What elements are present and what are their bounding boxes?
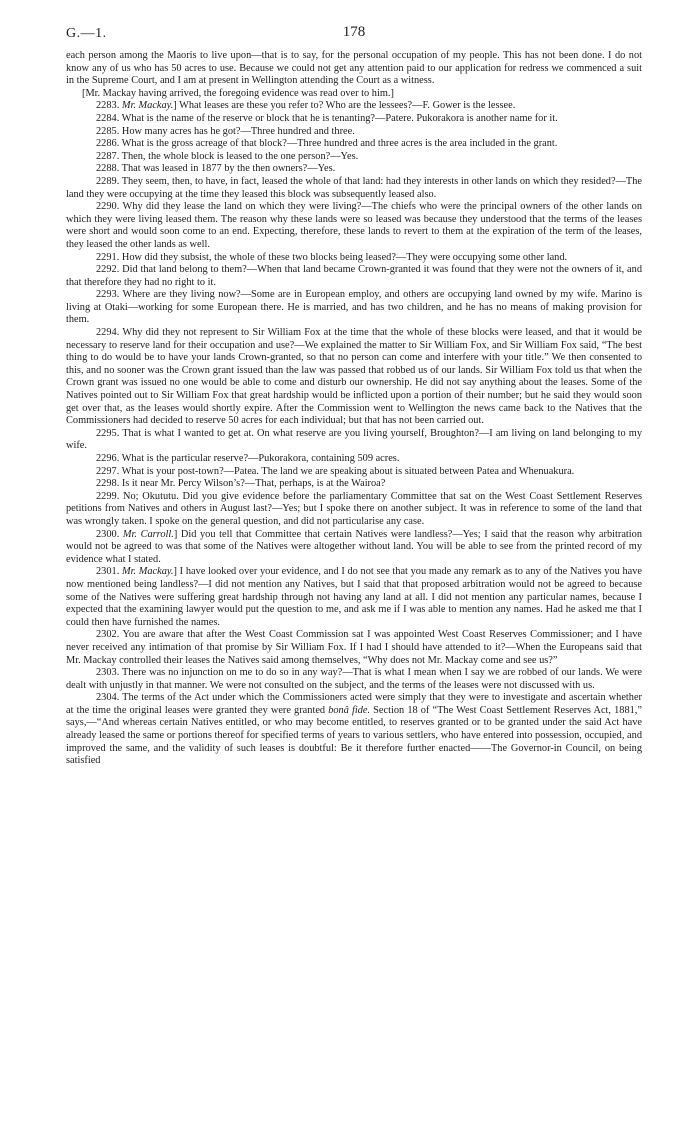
page-header bbox=[66, 20, 642, 50]
paragraph-text: 2298. Is it near Mr. Percy Wilson’s?—That, perhaps, is at the Wairoa? bbox=[96, 478, 386, 490]
page-number: 178 bbox=[342, 24, 366, 40]
paragraph bbox=[66, 113, 642, 126]
paragraph-text: 2285. How many acres has he got?—Three hundred and three. bbox=[96, 125, 355, 137]
paragraph-text: [Mr. Mackay having arrived, the foregoing evidence was read over to him.] bbox=[82, 87, 394, 99]
paragraph bbox=[66, 138, 642, 151]
paragraph-text: 2303. There was no injunction on me to do so in any way?—That is what I mean when I say we are robbed of our lands. We were dealt with unjustly in that manner. We were not consulted on the subject, and the terms of the leases were not discussed with us. bbox=[66, 667, 642, 691]
paragraph-text: Section 18 of “The West Coast Settlement Reserves Act, 1881,” says,—“And whereas certain Natives entitled, or who may become entitled, to reserves granted or to be granted under the said Act have already leased the same or portions thereof for specified terms of years to various settlers, who have entered into possession, occupied, and improved the same, and the validity of such leases is doubtful: Be it therefore further enacted——The Governor-in Council, on being satisfied bbox=[66, 704, 642, 767]
paragraph-text: 2295. That is what I wanted to get at. On what reserve are you living yourself, Broughton?—I am living on land belonging to my wife. bbox=[66, 427, 642, 452]
paragraph-text: 2291. How did they subsist, the whole of these two blocks being leased?—They were occupying some other land. bbox=[96, 251, 568, 263]
paragraph bbox=[66, 264, 642, 289]
paragraph bbox=[66, 100, 642, 113]
paragraph bbox=[66, 667, 642, 692]
paragraph-text: 2292. Did that land belong to them?—When that land became Crown-granted it was found that they were not the owners of it, and that therefore they had no right to it. bbox=[66, 264, 642, 288]
paragraph bbox=[66, 327, 642, 428]
paragraph-number: 2283. bbox=[96, 100, 122, 112]
speaker-name: Mr. Mackay. bbox=[121, 566, 174, 578]
paragraph-text: 2286. What is the gross acreage of that block?—Three hundred and three acres is the area included in the grant. bbox=[96, 138, 558, 150]
paragraph bbox=[66, 126, 642, 139]
paragraph bbox=[66, 163, 642, 176]
document-reference: G.—1. bbox=[66, 26, 107, 41]
paragraph-text: 2293. Where are they living now?—Some are in European employ, and others are occupying land owned by my wife. Marino is living at Otaki—working for some European there. He is married, and has two children, and he has no means of making provision for them. bbox=[66, 289, 642, 326]
paragraph-text: each person among the Maoris to live upon—that is to say, for the personal occupation of my people. This has not been done. I do not know any of us who has 50 acres to use. Because we could not get any attention paid to our application for redress we commenced a suit in the Supreme Court, and I am at present in Wellington attending the Court as a witness. bbox=[66, 50, 642, 87]
paragraph bbox=[66, 478, 642, 491]
paragraph bbox=[66, 453, 642, 466]
paragraph bbox=[66, 629, 642, 667]
paragraph-text: ] Did you tell that Committee that certain Natives were landless?—Yes; I said that the reason why arbitration would not be agreed to was that some of the Natives were altogether without land. You will be able to see from the printed record of my evidence what I stated. bbox=[66, 528, 643, 565]
paragraph bbox=[66, 151, 642, 164]
speaker-name: Mr. Carroll. bbox=[122, 528, 174, 540]
paragraph bbox=[66, 201, 642, 251]
paragraph bbox=[66, 466, 642, 479]
paragraph bbox=[66, 566, 642, 629]
paragraph-text: 2294. Why did they not represent to Sir William Fox at the time that the whole of these blocks were leased, and that it would be necessary to reserve land for their occupation and use?—We explained the matter to Sir William Fox, and Sir William Fox said, “The best thing to do would be to have your lands Crown-granted, so that no person can come and interfere with your title.” We then consented to this, and no sooner was the Crown grant issued than the law was passed that robbed us of our lands. Sir William Fox told us that when the Crown grant was issued no one would be able to come and disturb our ownership. He did not say anything about the leases. Some of the Natives pointed out to Sir William Fox that great hardship would be inflicted upon a portion of their number; but he said they would soon get over that, as the leases would shortly expire. After the Commission went to Wellington the news came back to the Natives that the Commissioners had decided to reserve 50 acres for each individual; but that has not been carried out. bbox=[66, 327, 642, 427]
paragraph-text: 2290. Why did they lease the land on which they were living?—The chiefs who were the principal owners of the other lands on which they were living leased them. The reason why these lands were so leased was because they understood that the terms of the leases were short and would soon come to an end. Expecting, therefore, these lands to revert to them at the expiration of the term of the leases, they leased the other lands as well. bbox=[66, 201, 642, 250]
paragraph-text: 2302. You are aware that after the West Coast Commission sat I was appointed West Coast Reserves Commissioner; and I have never received any intimation of that promise by Sir William Fox. If I had I should have attended to it?—When the Europeans said that Mr. Mackay controlled their leases the Natives said among themselves, “Why does not Mr. Mackay come and see us?” bbox=[66, 629, 642, 666]
paragraph bbox=[66, 50, 642, 88]
paragraph-text: 2288. That was leased in 1877 by the then owners?—Yes. bbox=[96, 163, 336, 175]
paragraph bbox=[66, 692, 642, 768]
evidence-text bbox=[66, 50, 642, 768]
paragraph-text: 2284. What is the name of the reserve or block that he is tenanting?—Patere. Pukorakora is another name for it. bbox=[96, 112, 558, 124]
paragraph bbox=[66, 176, 642, 201]
paragraph-number: 2301. bbox=[96, 566, 122, 578]
paragraph-text: 2304. The terms of the Act under which the Commissioners acted were simply that they were to investigate and ascertain whether at the time the original leases were granted they were granted bbox=[66, 692, 642, 716]
paragraph-text: ] I have looked over your evidence, and I do not see that you made any remark as to any of the Natives you have now mentioned being landless?—I did not mention any Natives, but I said that that proposed arbitration would not be agreed to because some of the Natives were suffering great hardship through not having any land at all. I did not mention any particular names, because I expected that the examining lawyer would put the question to me, and ask me if I was able to mention any names. Had he asked me that I could then have furnished the names. bbox=[66, 566, 642, 628]
speaker-name: Mr. Mackay. bbox=[121, 100, 174, 112]
paragraph-number: 2300. bbox=[96, 528, 123, 540]
paragraph bbox=[66, 428, 642, 453]
paragraph-text: 2296. What is the particular reserve?—Pukorakora, containing 509 acres. bbox=[96, 453, 400, 464]
paragraph bbox=[66, 88, 642, 101]
paragraph-text: ] What leases are these you refer to? Who are the lessees?—F. Gower is the lessee. bbox=[173, 100, 516, 112]
paragraph-text: 2299. No; Okututu. Did you give evidence before the parliamentary Committee that sat on the West Coast Settlement Reserves petitions from Natives and others in August last?—Yes; but I spoke there on another subject. It was in reference to some of the land that was wrongly taken. I spoke on the general question, and did not particularise any case. bbox=[66, 490, 642, 527]
paragraph-text: 2297. What is your post-town?—Patea. The land we are speaking about is situated between Patea and Whenuakura. bbox=[96, 465, 575, 477]
paragraph bbox=[66, 529, 642, 567]
paragraph-text: 2287. Then, the whole block is leased to the one person?—Yes. bbox=[96, 150, 359, 162]
latin-phrase: bonâ fide. bbox=[328, 704, 371, 716]
paragraph bbox=[66, 252, 642, 265]
paragraph bbox=[66, 491, 642, 529]
paragraph bbox=[66, 289, 642, 327]
paragraph-text: 2289. They seem, then, to have, in fact, leased the whole of that land: had they interests in other lands on which they resided?—The land they were occupying at the time they leased this block was subsequently leased also. bbox=[66, 175, 642, 200]
